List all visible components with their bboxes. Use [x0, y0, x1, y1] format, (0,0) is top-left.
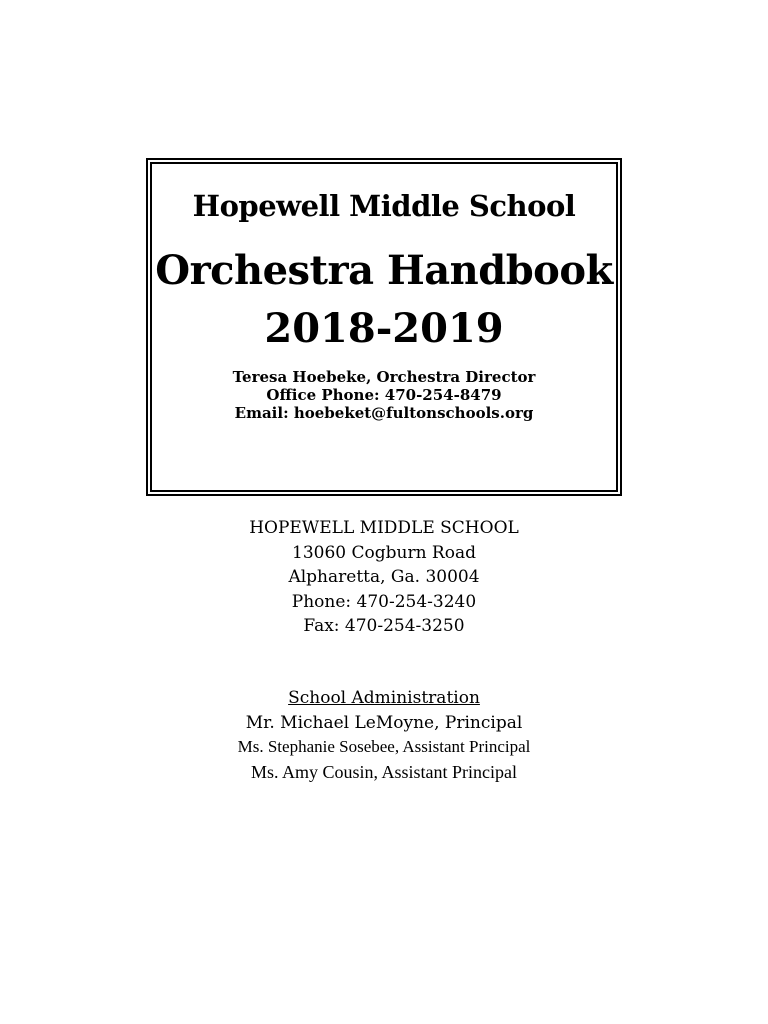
administration-heading: School Administration [288, 688, 480, 708]
director-name: Teresa Hoebeke, Orchestra Director [232, 368, 536, 386]
address-street: 13060 Cogburn Road [292, 542, 476, 563]
administration-block [0, 686, 768, 784]
director-contact-info [152, 368, 616, 422]
school-name-heading: Hopewell Middle School [192, 189, 576, 223]
handbook-year: 2018-2019 [264, 305, 504, 352]
address-fax: Fax: 470-254-3250 [303, 616, 465, 636]
title-box [146, 158, 622, 496]
handbook-title: Orchestra Handbook [155, 247, 613, 294]
school-address-block [0, 516, 768, 639]
assistant-principal-1: Ms. Stephanie Sosebee, Assistant Principal [237, 737, 531, 756]
address-school-name: HOPEWELL MIDDLE SCHOOL [249, 518, 519, 538]
address-city-state-zip: Alpharetta, Ga. 30004 [288, 567, 480, 587]
principal-line: Mr. Michael LeMoyne, Principal [245, 712, 523, 733]
assistant-principal-2: Ms. Amy Cousin, Assistant Principal [250, 761, 518, 782]
address-phone: Phone: 470-254-3240 [291, 591, 477, 612]
office-phone: Office Phone: 470-254-8479 [266, 386, 502, 404]
director-email: Email: hoebeket@fultonschools.org [234, 404, 534, 422]
